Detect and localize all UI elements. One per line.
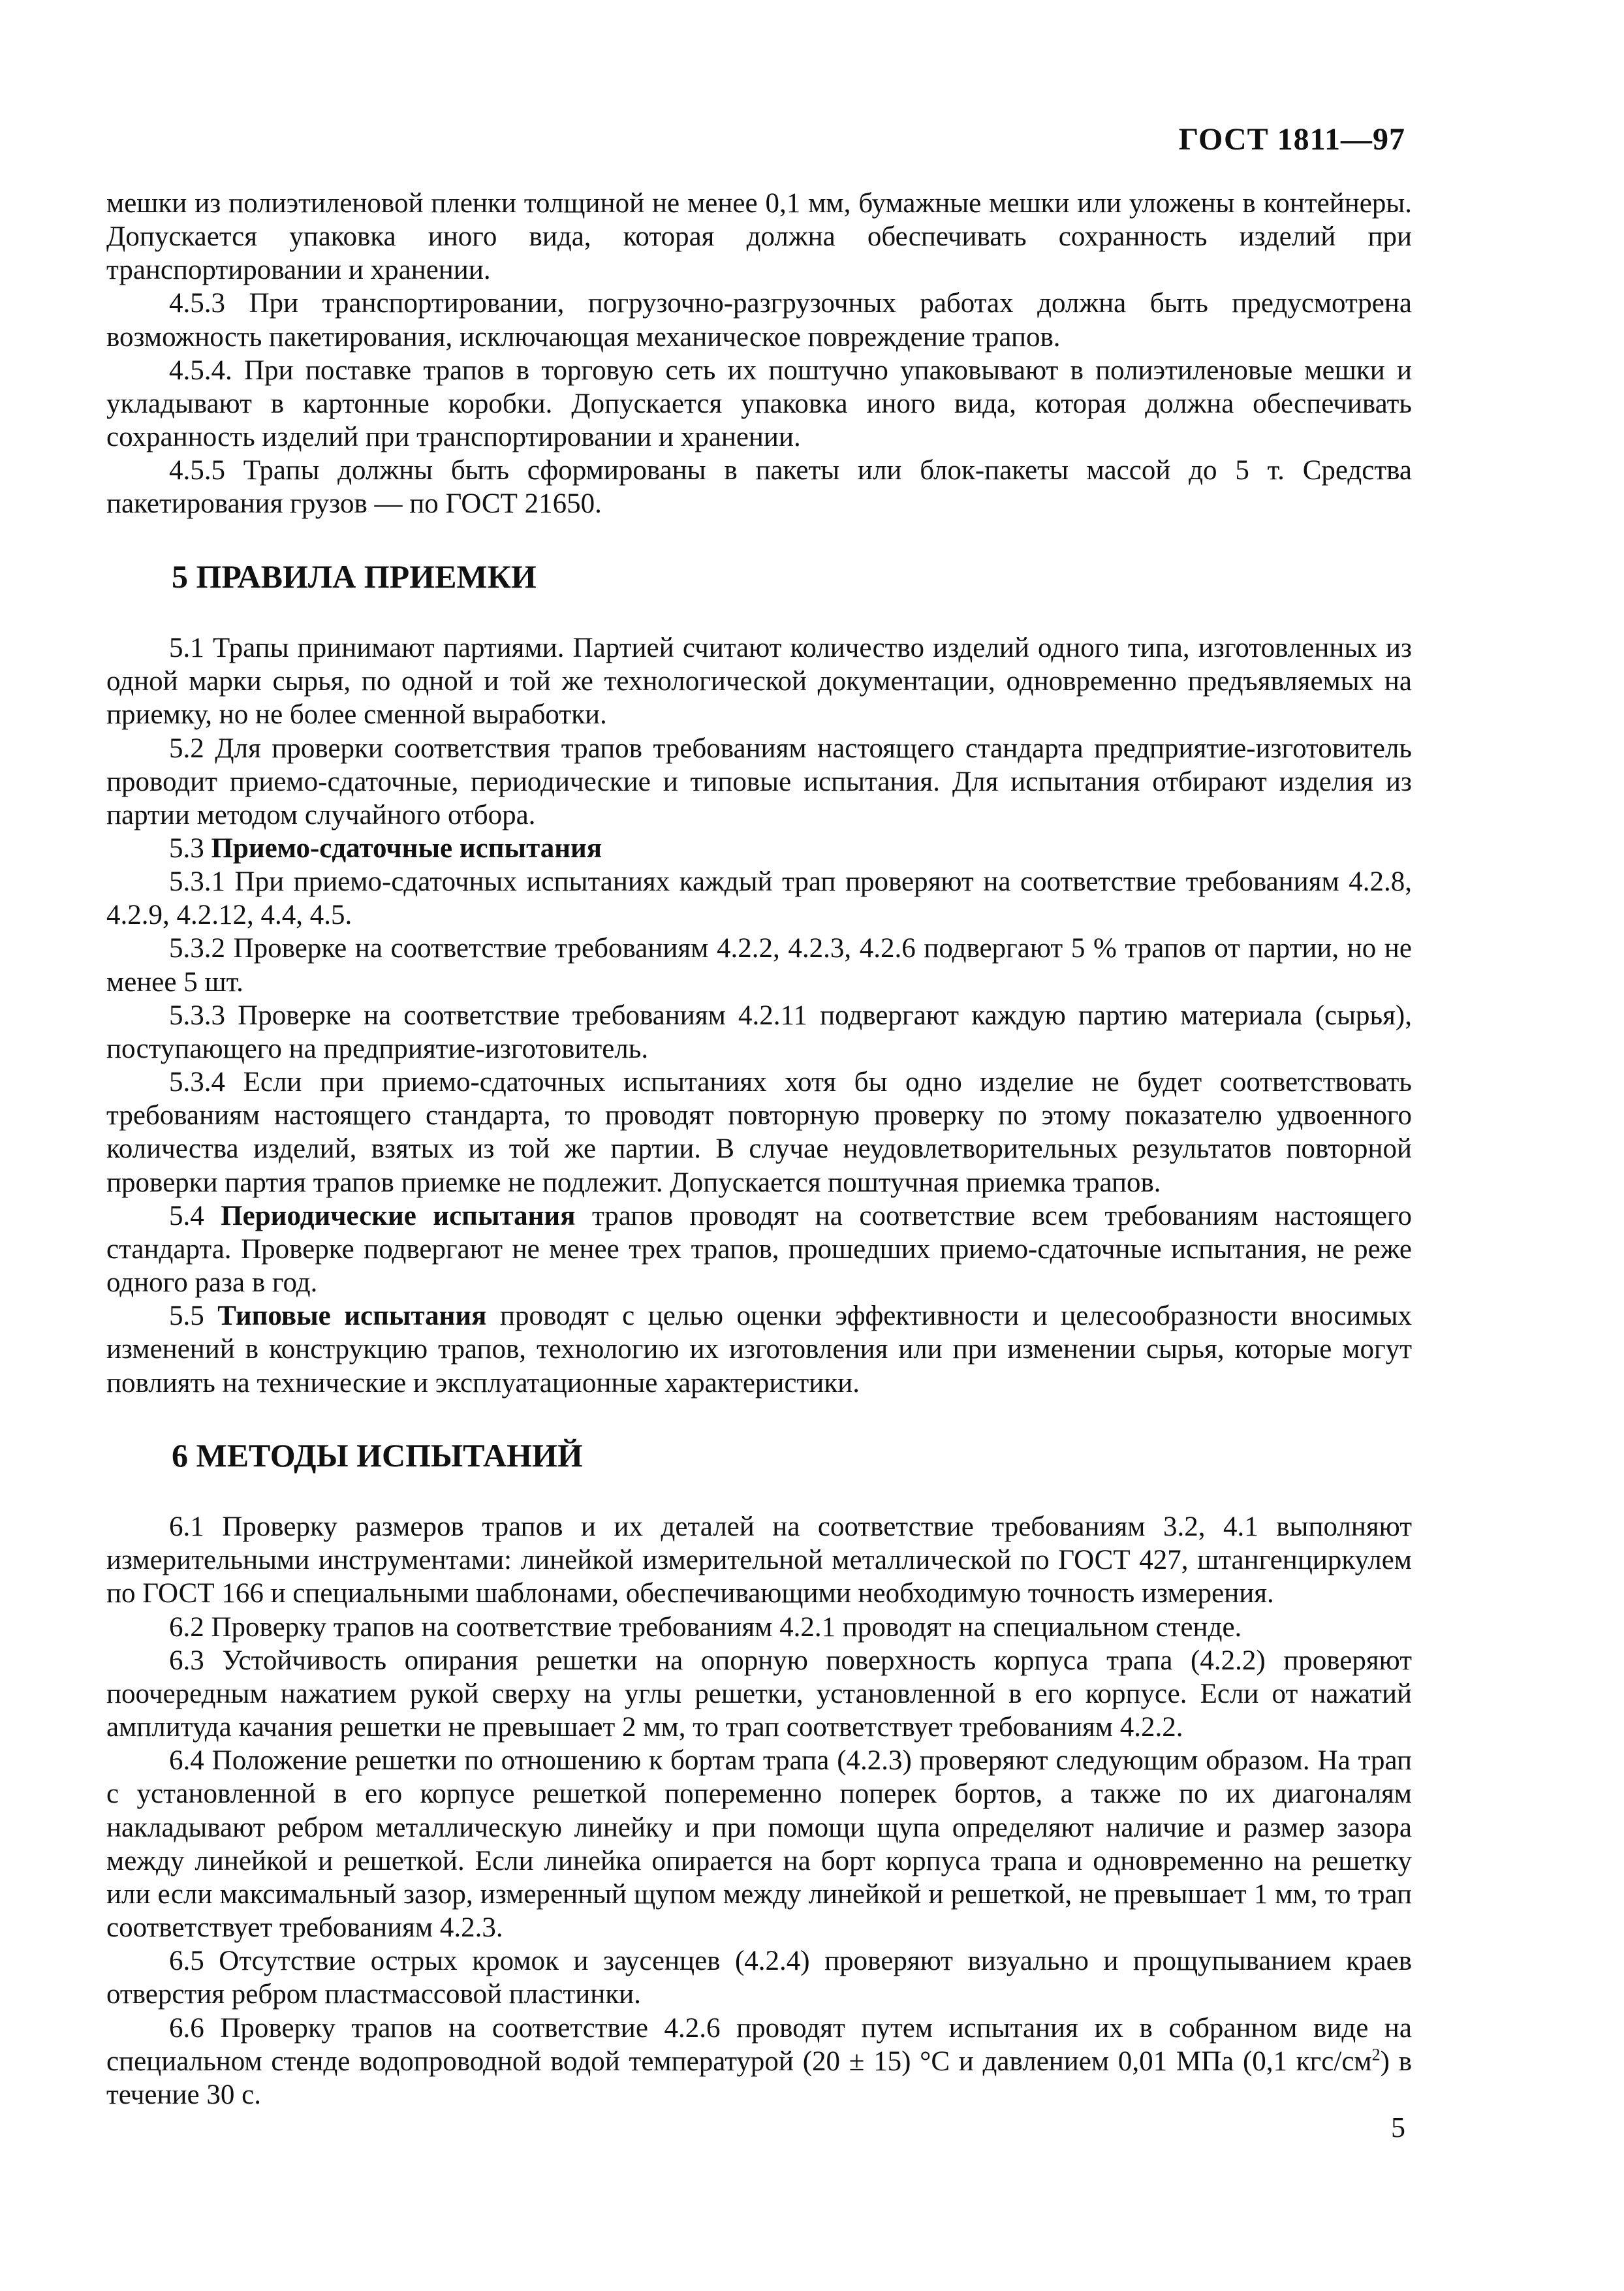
paragraph-5-3-2: 5.3.2 Проверке на соответствие требованиям 4.2.2, 4.2.3, 4.2.6 подвергают 5 % трапов от партии, но не менее 5 шт. xyxy=(106,933,1412,998)
paragraph-5-5-number: 5.5 xyxy=(169,1301,204,1332)
paragraph-5-3-title: Приемо-сдаточные испытания xyxy=(211,833,602,864)
paragraph-6-6-text: 6.6 Проверку трапов на соответствие 4.2.6 проводят путем испытания их в собранном виде на специальном стенде водопроводной водой температурой (20 ± 15) °С и давлением 0,01 МПа (0,1 кгс/см xyxy=(106,2012,1412,2077)
paragraph-6-3: 6.3 Устойчивость опирания решетки на опорную поверхность корпуса трапа (4.2.2) проверяют поочередным нажатием рукой сверху на углы решетки, установленной в его корпусе. Если от нажатий амплитуда качания решетки не превышает 2 мм, то трап соответствует требованиям 4.2.2. xyxy=(106,1645,1412,1743)
paragraph-6-4: 6.4 Положение решетки по отношению к бортам трапа (4.2.3) проверяют следующим образом. На трап с установленной в его корпусе решеткой попеременно поперек бортов, а также по их диагоналям накладывают ребром металлическую линейку и при помощи щупа определяют наличие и размер зазора между линейкой и решеткой. Если линейка опирается на борт корпуса трапа и одновременно на решетку или если максимальный зазор, измеренный щупом между линейкой и решеткой, не превышает 1 мм, то трап соответствует требованиям 4.2.3. xyxy=(106,1745,1412,1944)
paragraph-5-4 xyxy=(106,1199,1412,1299)
section-5-title: 5 ПРАВИЛА ПРИЕМКИ xyxy=(172,558,537,595)
paragraph-6-2: 6.2 Проверку трапов на соответствие требованиям 4.2.1 проводят на специальном стенде. xyxy=(169,1611,1242,1643)
paragraph-6-5: 6.5 Отсутствие острых кромок и заусенцев (4.2.4) проверяют визуально и прощупыванием краев отверстия ребром пластмассовой пластинки. xyxy=(106,1946,1412,2010)
paragraph-5-5 xyxy=(106,1299,1412,1399)
paragraph-4-5-4: 4.5.4. При поставке трапов в торговую сеть их поштучно упаковывают в полиэтиленовые мешки и укладывают в картонные коробки. Допускается упаковка иного вида, которая должна обеспечивать сохранность изделий при транспортировании и хранении. xyxy=(106,355,1412,453)
paragraph-5-5-text: проводят с целью оценки эффективности и целесообразности вносимых изменений в конструкцию трапов, технологию их изготовления или при изменении сырья, которые могут повлиять на технические и эксплуатационные характеристики. xyxy=(106,1301,1413,1398)
paragraph-6-1: 6.1 Проверку размеров трапов и их деталей на соответствие требованиям 3.2, 4.1 выполняют измерительными инструментами: линейкой измерительной металлической по ГОСТ 427, штангенциркулем по ГОСТ 166 и специальными шаблонами, обеспечивающими необходимую точность измерения. xyxy=(106,1511,1412,1609)
paragraph-5-3 xyxy=(106,832,1412,865)
paragraph-5-4-number: 5.4 xyxy=(169,1200,204,1231)
document-code-header: ГОСТ 1811—97 xyxy=(1178,122,1405,157)
page-number: 5 xyxy=(1391,2111,1405,2143)
paragraph-4-5-5: 4.5.5 Трапы должны быть сформированы в пакеты или блок-пакеты массой до 5 т. Средства пакетирования грузов — по ГОСТ 21650. xyxy=(106,455,1412,520)
paragraph-5-4-text: трапов проводят на соответствие всем требованиям настоящего стандарта. Проверке подвергают не менее трех трапов, прошедших приемо-сдаточные испытания, не реже одного раза в год. xyxy=(106,1200,1413,1299)
paragraph-5-3-3: 5.3.3 Проверке на соответствие требованиям 4.2.11 подвергают каждую партию материала (сырья), поступающего на предприятие-изготовитель. xyxy=(106,1000,1412,1064)
paragraph-5-3-4: 5.3.4 Если при приемо-сдаточных испытаниях хотя бы одно изделие не будет соответствовать требованиям настоящего стандарта, то проводят повторную проверку по этому показателю удвоенного количества изделий, взятых из той же партии. В случае неудовлетворительных результатов повторной проверки партия трапов приемке не подлежит. Допускается поштучная приемка трапов. xyxy=(106,1067,1412,1198)
paragraph-4-5-2-continuation: мешки из полиэтиленовой пленки толщиной не менее 0,1 мм, бумажные мешки или уложены в контейнеры. Допускается упаковка иного вида, которая должна обеспечивать сохранность изделий при транспортировании и хранении. xyxy=(106,188,1412,286)
paragraph-5-5-term: Типовые испытания xyxy=(217,1301,487,1332)
paragraph-5-2: 5.2 Для проверки соответствия трапов требованиям настоящего стандарта предприятие-изготовитель проводит приемо-сдаточные, периодические и типовые испытания. Для испытания отбирают изделия из партии методом случайного отбора. xyxy=(106,733,1412,830)
document-body xyxy=(106,187,1412,2111)
paragraph-4-5-3: 4.5.3 При транспортировании, погрузочно-разгрузочных работах должна быть предусмотрена возможность пакетирования, исключающая механическое повреждение трапов. xyxy=(106,288,1412,353)
section-6-title: 6 МЕТОДЫ ИСПЫТАНИЙ xyxy=(172,1436,583,1474)
paragraph-5-3-1: 5.3.1 При приемо-сдаточных испытаниях каждый трап проверяют на соответствие требованиям 4.2.8, 4.2.9, 4.2.12, 4.4, 4.5. xyxy=(106,866,1412,931)
paragraph-5-3-number: 5.3 xyxy=(169,833,204,864)
paragraph-6-6-text-end: ) в течение 30 с. xyxy=(106,2046,1413,2110)
paragraph-6-6-superscript: 2 xyxy=(1371,2045,1381,2064)
paragraph-5-1: 5.1 Трапы принимают партиями. Партией считают количество изделий одного типа, изготовленных из одной марки сырья, по одной и той же технологической документации, одновременно предъявляемых на приемку, но не более сменной выработки. xyxy=(106,633,1412,731)
paragraph-6-6 xyxy=(106,2012,1412,2111)
paragraph-5-4-term: Периодические испытания xyxy=(221,1200,576,1231)
